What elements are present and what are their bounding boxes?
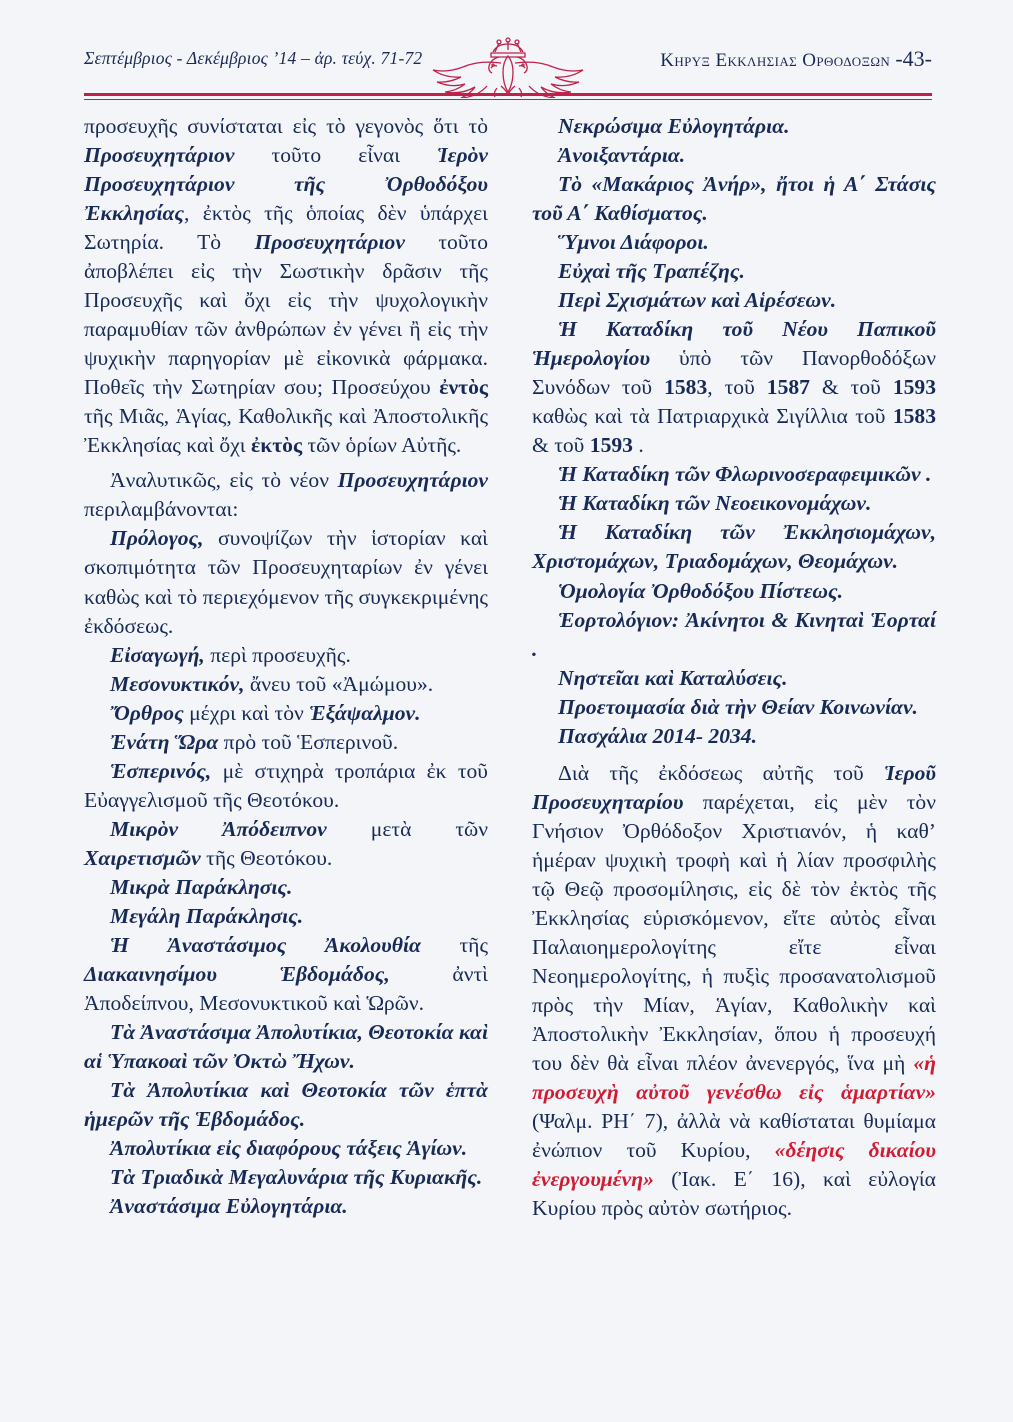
text-run: μέχρι καὶ τὸν — [183, 700, 310, 725]
list-item — [84, 524, 488, 640]
text-emphasis: Ὁμολογία Ὀρθοδόξου Πίστεως. — [558, 578, 843, 603]
page-header — [84, 40, 932, 92]
scripture-quote: «ἡ προσευχὴ αὐτοῦ γενέσθω εἰς ἁμαρτίαν» — [532, 1051, 936, 1105]
list-item — [532, 722, 936, 751]
text-emphasis: 1593 — [589, 433, 633, 458]
text-emphasis: Ἑορτολόγιον: — [558, 607, 680, 632]
list-item — [532, 228, 936, 257]
text-emphasis: Μικρὰ Παράκλησις. — [110, 874, 293, 899]
list-item — [532, 170, 936, 228]
list-item — [532, 693, 936, 722]
journal-title-text: Κηρυξ Εκκλησιας Ορθοδοξων — [660, 50, 891, 71]
list-item — [84, 1076, 488, 1134]
list-item — [532, 489, 936, 518]
text-run: . — [632, 433, 644, 458]
text-run: μὲ στιχηρὰ τροπάρια ἐκ τοῦ Εὐαγγελισμοῦ τῆς Θεοτόκου. — [84, 758, 488, 812]
text-emphasis: Ἡ Καταδίκη τῶν Ἐκκλησιομάχων, Χριστομάχων, Τριαδομάχων, Θεομάχων. — [532, 520, 936, 574]
text-run: τῆς — [420, 932, 488, 957]
text-run: , ἐκτὸς τῆς ὁποίας δὲν ὑπάρχει Σωτηρία. Τὸ — [84, 201, 488, 255]
text-emphasis: Ἀκίνητοι & Κινηταὶ Ἑορταί . — [532, 607, 936, 661]
text-emphasis: Ὄρθρος — [110, 700, 184, 725]
text-emphasis: ἐντὸς — [439, 375, 488, 400]
paragraph-intro-list — [84, 466, 488, 524]
text-emphasis: Ἀπολυτίκια εἰς διαφόρους τάξεις Ἁγίων. — [110, 1136, 468, 1161]
page-number-dash: - — [895, 46, 903, 71]
text-emphasis: Μικρὸν Ἀπόδειπνον — [110, 816, 327, 841]
text-run: ὑπὸ τῶν Πανορθοδόξων Συνόδων τοῦ — [532, 346, 936, 400]
text-run: περιλαμβάνονται: — [84, 497, 239, 522]
list-item — [84, 902, 488, 931]
text-emphasis: Τὰ Τριαδικὰ Μεγαλυνάρια τῆς Κυριακῆς. — [110, 1165, 483, 1190]
list-item — [84, 757, 488, 815]
divider-thin — [84, 99, 932, 100]
text-run: τῆς Μιᾶς, Ἁγίας, Καθολικῆς καὶ Ἀποστολικῆς Ἐκκλησίας καὶ ὄχι — [84, 404, 488, 458]
column-right — [532, 112, 936, 1367]
text-emphasis: Ὕμνοι Διάφοροι. — [558, 230, 709, 255]
text-run: μετὰ τῶν — [326, 816, 489, 841]
list-item — [84, 873, 488, 902]
text-emphasis: Ἑσπερινός, — [110, 758, 212, 783]
list-item — [84, 1134, 488, 1163]
text-emphasis: Ἀνοιξαντάρια. — [558, 143, 686, 168]
text-run: Διὰ τῆς ἐκδόσεως αὐτῆς τοῦ — [558, 760, 885, 785]
text-emphasis: Τὰ Ἀπολυτίκια καὶ Θεοτοκία τῶν ἑπτὰ ἡμερῶν τῆς Ἑβδομάδος. — [84, 1078, 488, 1132]
text-emphasis: Νηστεῖαι καὶ Καταλύσεις. — [558, 665, 788, 690]
text-emphasis: Διακαινησίμου Ἑβδομάδος, — [84, 961, 390, 986]
list-item — [84, 670, 488, 699]
text-emphasis: Χαιρετισμῶν — [84, 845, 201, 870]
text-emphasis: Πρόλογος, — [110, 526, 204, 551]
text-emphasis: Ἑξάψαλμον. — [309, 700, 421, 725]
paragraph-closing — [532, 759, 936, 1224]
text-run: Ἀναλυτικῶς, εἰς τὸ νέον — [110, 468, 338, 493]
text-run: , τοῦ — [707, 375, 767, 400]
text-run: ἀντὶ Ἀποδείπνου, Μεσονυκτικοῦ καὶ Ὡρῶν. — [84, 961, 488, 1015]
paragraph-continuation — [84, 112, 488, 460]
double-headed-eagle-emblem — [413, 36, 603, 98]
list-item — [532, 112, 936, 141]
divider-thick — [84, 93, 932, 96]
text-emphasis: Εἰσαγωγή, — [110, 642, 205, 667]
page-number-suffix: - — [924, 46, 932, 71]
list-item — [84, 699, 488, 728]
list-item — [532, 257, 936, 286]
text-run: τοῦτο ἀποβλέπει εἰς τὴν Σωστικὴν δρᾶσιν τῆς Προσευχῆς καὶ ὄχι εἰς τὴν ψυχολογικὴν παραμυθίαν τῶν ἀνθρώπων ἐν γένει ἢ εἰς τὴν ψυχικὴν παρηγορίαν μὲ εἰκονικὰ φάρμακα. Ποθεῖς τὴν Σωτηρίαν σου; Προσεύχου — [84, 230, 488, 400]
list-item — [84, 1018, 488, 1076]
text-run: (Ἰακ. Ε΄ 16), καὶ εὐλογία Κυρίου πρὸς αὐτὸν σωτήριος. — [532, 1167, 936, 1221]
text-emphasis: Νεκρώσιμα Εὐλογητάρια. — [558, 114, 790, 138]
text-emphasis: ἐκτὸς — [251, 433, 303, 458]
header-divider — [84, 93, 932, 100]
list-item — [84, 641, 488, 670]
page-number: 43 — [902, 46, 925, 71]
text-emphasis: Ἡ Καταδίκη τοῦ Νέου Παπικοῦ Ἡμερολογίου — [532, 317, 936, 371]
list-item — [84, 1192, 488, 1221]
text-emphasis: 1587 — [766, 375, 810, 400]
body-columns — [84, 112, 936, 1367]
text-emphasis: Πασχάλια 2014- 2034. — [558, 723, 757, 748]
list-item — [84, 931, 488, 1018]
text-emphasis: Ἡ Ἀναστάσιμος Ἀκολουθία — [110, 932, 421, 957]
text-run: παρέχεται, εἰς μὲν τὸν Γνήσιον Ὀρθόδοξον Χριστιανόν, ἡ καθ’ ἡμέραν ψυχικὴ τροφὴ καὶ ἡ λίαν προσφιλὴς τῷ Θεῷ προσομίλησις, εἰς δὲ τὸν ἐκτὸς τῆς Ἐκκλησίας εὑρισκόμενον, εἴτε αὐτὸς εἶναι Παλαιοημερολογίτης εἴτε εἶναι Νεοημερολογίτης, ἡ πυξὶς προσανατολισμοῦ πρὸς τὴν Μίαν, Ἁγίαν, Καθολικὴν καὶ Ἀποστολικὴν Ἐκκλησίαν, ὅπου ἡ προσευχή του δὲν θὰ εἶναι πλέον ἀνενεργός, ἵνα μὴ — [532, 789, 936, 1075]
text-emphasis: Περὶ Σχισμάτων καὶ Αἱρέσεων. — [558, 288, 837, 313]
text-emphasis: Μεγάλη Παράκλησις. — [110, 903, 304, 928]
text-run: & τοῦ — [809, 375, 893, 400]
text-run: πρὸ τοῦ Ἑσπερινοῦ. — [218, 729, 399, 754]
text-emphasis: Προσευχητάριον — [254, 230, 405, 255]
text-run: συνοψίζων τὴν ἱστορίαν καὶ σκοπιμότητα τῶν Προσευχηταρίων ἐν γένει καθὼς καὶ τὸ περιεχόμενον τῆς συγκεκριμένης ἐκδόσεως. — [84, 526, 488, 638]
text-run: (Ψαλμ. ΡΗ΄ 7), ἀλλὰ νὰ καθίσταται θυμίαμα ἐνώπιον τοῦ Κυρίου, — [532, 1109, 936, 1163]
header-journal-title — [660, 46, 932, 72]
list-item — [532, 460, 936, 489]
list-item — [532, 141, 936, 170]
text-emphasis: 1593 — [892, 375, 936, 400]
text-emphasis: Μεσονυκτικόν, — [110, 671, 245, 696]
text-emphasis: Ἡ Καταδίκη τῶν Νεοεικονομάχων. — [558, 491, 872, 516]
text-emphasis: Ἡ Καταδίκη τῶν Φλωρινοσεραφειμικῶν . — [558, 462, 932, 487]
list-item — [532, 577, 936, 606]
text-run: τῆς Θεοτόκου. — [200, 845, 333, 870]
text-emphasis: Προσευχητάριον — [84, 143, 235, 168]
list-item — [532, 606, 936, 664]
list-item — [84, 1163, 488, 1192]
text-emphasis: 1583 — [892, 404, 936, 429]
text-emphasis: Προετοιμασία διὰ τὴν Θείαν Κοινωνίαν. — [558, 694, 918, 719]
text-emphasis: 1583 — [664, 375, 708, 400]
text-run: τῶν ὁρίων Αὐτῆς. — [302, 433, 462, 458]
scripture-quote: «δέησις δικαίου ἐνεργουμένη» — [532, 1138, 937, 1192]
text-emphasis: Ἐνάτη Ὥρα — [110, 729, 219, 754]
text-emphasis: Τὸ «Μακάριος Ἀνήρ», ἤτοι ἡ Α΄ Στάσις τοῦ Α΄ Καθίσματος. — [532, 172, 936, 226]
text-run: καθὼς καὶ τὰ Πατριαρχικὰ Σιγίλλια τοῦ — [532, 404, 893, 429]
list-item — [532, 315, 936, 460]
column-left — [84, 112, 488, 1367]
text-run: ἄνευ τοῦ «Ἀμώμου». — [244, 671, 434, 696]
text-run: τοῦτο εἶναι — [234, 143, 438, 168]
text-run: περὶ προσευχῆς. — [204, 642, 351, 667]
list-item — [84, 815, 488, 873]
list-item — [532, 286, 936, 315]
list-item — [532, 518, 936, 576]
text-emphasis: Ἱερὸν Προσευχητάριον τῆς Ὀρθοδόξου Ἐκκλησίας — [84, 143, 488, 226]
text-emphasis: Προσευχητάριον — [337, 468, 488, 493]
header-issue-info: Σεπτέμβριος - Δεκέμβριος ’14 – ἀρ. τεύχ. 71-72 — [84, 48, 423, 68]
list-item — [84, 728, 488, 757]
text-emphasis: Ἱεροῦ Προσευχηταρίου — [532, 760, 936, 814]
text-run: & τοῦ — [532, 433, 590, 458]
text-emphasis: Ἀναστάσιμα Εὐλογητάρια. — [110, 1194, 348, 1219]
list-item — [532, 664, 936, 693]
text-run: προσευχῆς συνίσταται εἰς τὸ γεγονὸς ὅτι τὸ — [84, 114, 488, 138]
text-emphasis: Τὰ Ἀναστάσιμα Ἀπολυτίκια, Θεοτοκία καὶ αἱ Ὑπακοαὶ τῶν Ὀκτὼ Ἤχων. — [84, 1019, 488, 1073]
text-emphasis: Εὐχαὶ τῆς Τραπέζης. — [558, 259, 745, 284]
